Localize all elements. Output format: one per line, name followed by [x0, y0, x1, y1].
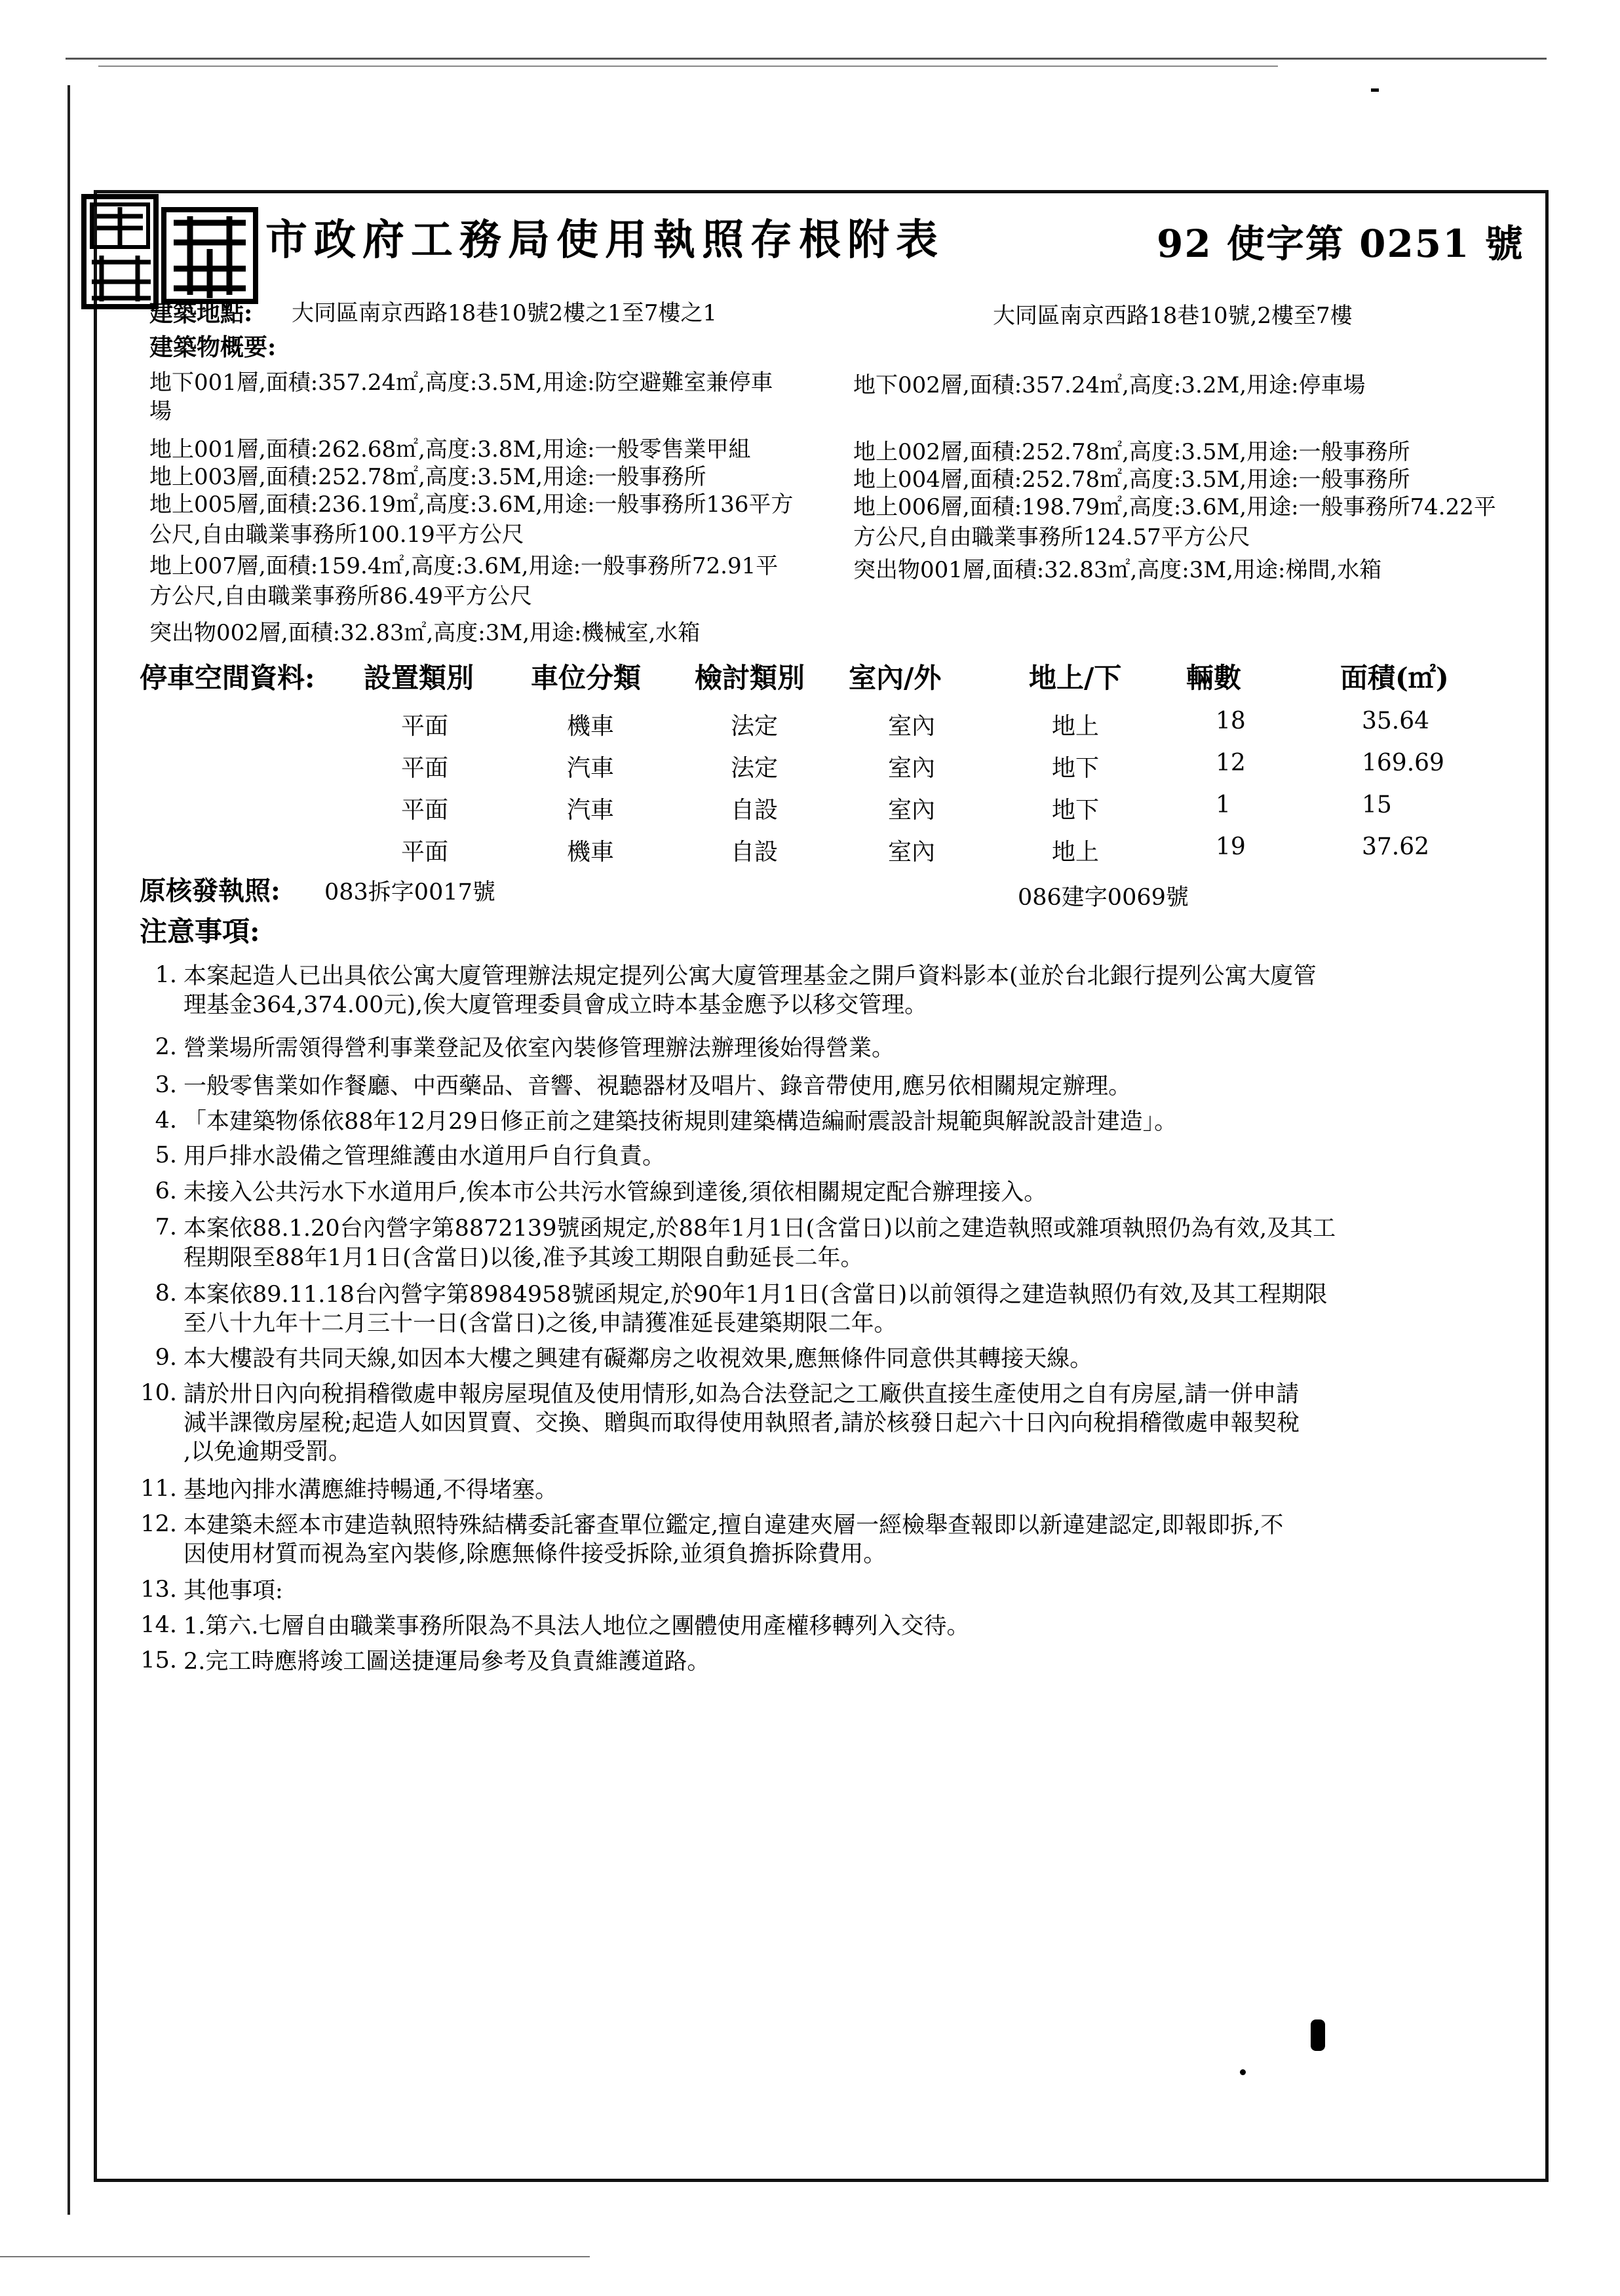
permit-number: 92 使字第 0251 號: [1157, 221, 1524, 266]
parking-cell: 15: [1362, 792, 1392, 818]
floor-item: 公尺,自由職業事務所100.19平方公尺: [149, 522, 524, 548]
note-line: 1.第六.七層自由職業事務所限為不具法人地位之團體使用產權移轉列入交待。: [183, 1613, 970, 1639]
note-number: 8.: [155, 1280, 177, 1307]
parking-header: 檢討類別: [695, 662, 805, 694]
note-line: 因使用材質而視為室內裝修,除應無條件接受拆除,並須負擔拆除費用。: [183, 1541, 887, 1567]
parking-cell: 汽車: [567, 797, 615, 824]
parking-cell: 1: [1216, 792, 1231, 818]
parking-cell: 機車: [567, 713, 615, 740]
address-main: 大同區南京西路18巷10號2樓之1至7樓之1: [292, 300, 718, 326]
parking-label: 停車空間資料:: [140, 662, 315, 694]
note-line: 本大樓設有共同天線,如因本大樓之興建有礙鄰房之收視效果,應無條件同意供其轉接天線。: [183, 1346, 1093, 1372]
parking-header: 設置類別: [364, 662, 474, 694]
scan-edge-line: [98, 66, 1278, 67]
parking-cell: 18: [1216, 708, 1246, 735]
note-line: 2.完工時應將竣工圖送捷運局參考及負責維護道路。: [183, 1649, 710, 1675]
parking-cell: 地下: [1052, 755, 1100, 782]
note-number: 3.: [155, 1072, 177, 1098]
parking-cell: 法定: [731, 713, 779, 740]
note-line: 基地內排水溝應維持暢通,不得堵塞。: [183, 1477, 558, 1503]
note-number: 4.: [155, 1107, 177, 1134]
floor-item: 地上005層,面積:236.19㎡,高度:3.6M,用途:一般事務所136平方: [149, 491, 794, 518]
floor-item: 突出物002層,面積:32.83㎡,高度:3M,用途:機械室,水箱: [149, 620, 701, 646]
parking-cell: 機車: [567, 839, 615, 866]
parking-cell: 地上: [1052, 839, 1100, 866]
note-number: 10.: [140, 1380, 177, 1406]
parking-cell: 自設: [731, 797, 779, 824]
note-line: 本案起造人已出具依公寓大廈管理辦法規定提列公寓大廈管理基金之開戶資料影本(並於台北銀行提列公寓大廈管: [183, 963, 1317, 989]
scan-edge-line: [0, 2256, 590, 2257]
floor-item: 地上004層,面積:252.78㎡,高度:3.5M,用途:一般事務所: [853, 467, 1410, 493]
floor-item: 地上001層,面積:262.68㎡,高度:3.8M,用途:一般零售業甲組: [149, 436, 751, 463]
floor-item: 場: [149, 398, 172, 425]
parking-cell: 室內: [888, 755, 936, 782]
address-alt: 大同區南京西路18巷10號,2樓至7樓: [993, 303, 1353, 329]
floor-item: 地上003層,面積:252.78㎡,高度:3.5M,用途:一般事務所: [149, 464, 706, 490]
note-line: 本案依89.11.18台內營字第8984958號函規定,於90年1月1日(含當日)以前領得之建造執照仍有效,及其工程期限: [183, 1282, 1328, 1308]
floor-item: 方公尺,自由職業事務所86.49平方公尺: [149, 583, 533, 609]
floor-item: 方公尺,自由職業事務所124.57平方公尺: [853, 524, 1250, 550]
floor-item: 地下001層,面積:357.24㎡,高度:3.5M,用途:防空避難室兼停車: [149, 370, 773, 396]
parking-header: 面積(㎡): [1340, 662, 1449, 694]
note-number: 2.: [155, 1034, 177, 1060]
original-permit-no1: 083拆字0017號: [324, 879, 495, 906]
floor-item: 地上006層,面積:198.79㎡,高度:3.6M,用途:一般事務所74.22平: [853, 494, 1496, 520]
floor-item: 地下002層,面積:357.24㎡,高度:3.2M,用途:停車場: [853, 372, 1366, 398]
parking-cell: 19: [1216, 833, 1246, 860]
note-number: 1.: [155, 962, 177, 988]
parking-cell: 室內: [888, 713, 936, 740]
notes-label: 注意事項:: [140, 915, 260, 947]
note-line: 未接入公共污水下水道用戶,俟本市公共污水管線到達後,須依相關規定配合辦理接入。: [183, 1179, 1047, 1206]
note-line: 本建築未經本市建造執照特殊結構委託審查單位鑑定,擅自違建夾層一經檢舉查報即以新違建認定,即報即拆,不: [183, 1512, 1284, 1539]
note-number: 13.: [140, 1577, 177, 1603]
note-line: 本案依88.1.20台內營字第8872139號函規定,於88年1月1日(含當日)以前之建造執照或雜項執照仍為有效,及其工: [183, 1215, 1336, 1242]
parking-cell: 12: [1216, 750, 1246, 776]
parking-header: 室內/外: [849, 662, 942, 694]
address-label: 建築地點:: [149, 299, 253, 327]
scan-edge-line: [66, 58, 1547, 60]
ink-mark: [1371, 88, 1379, 92]
parking-cell: 汽車: [567, 755, 615, 782]
note-number: 5.: [155, 1142, 177, 1168]
document-title: 市政府工務局使用執照存根附表: [265, 216, 944, 265]
note-number: 15.: [140, 1647, 177, 1674]
scan-left-edge: [68, 85, 70, 2215]
parking-cell: 35.64: [1362, 708, 1430, 735]
seal-stamp: [72, 190, 262, 311]
original-permit-label: 原核發執照:: [140, 875, 280, 906]
parking-cell: 平面: [401, 755, 449, 782]
note-number: 7.: [155, 1214, 177, 1240]
note-number: 11.: [140, 1476, 177, 1502]
note-line: 一般零售業如作餐廳、中西藥品、音響、視聽器材及唱片、錄音帶使用,應另依相關規定辦理。: [183, 1073, 1132, 1100]
note-line: 其他事項:: [183, 1578, 283, 1604]
parking-cell: 地下: [1052, 797, 1100, 824]
note-line: 理基金364,374.00元),俟大廈管理委員會成立時本基金應予以移交管理。: [183, 992, 928, 1018]
note-number: 12.: [140, 1511, 177, 1537]
parking-cell: 室內: [888, 797, 936, 824]
parking-cell: 平面: [401, 797, 449, 824]
note-line: 至八十九年十二月三十一日(含當日)之後,申請獲准延長建築期限二年。: [183, 1311, 897, 1337]
original-permit-no2: 086建字0069號: [1018, 885, 1189, 911]
note-line: 程期限至88年1月1日(含當日)以後,准予其竣工期限自動延長二年。: [183, 1245, 864, 1271]
note-line: 用戶排水設備之管理維護由水道用戶自行負責。: [183, 1143, 666, 1170]
parking-header: 車位分類: [531, 662, 642, 694]
floor-item: 地上002層,面積:252.78㎡,高度:3.5M,用途:一般事務所: [853, 439, 1410, 465]
note-line: 請於卅日內向稅捐稽徵處申報房屋現值及使用情形,如為合法登記之工廠供直接生產使用之自有房屋,請一併申請: [183, 1381, 1300, 1407]
parking-header: 輛數: [1186, 662, 1242, 694]
parking-cell: 37.62: [1362, 833, 1430, 860]
note-line: 「本建築物係依88年12月29日修正前之建築技術規則建築構造編耐震設計規範與解說設計建造」。: [183, 1109, 1178, 1135]
ink-mark: [1240, 2069, 1246, 2075]
parking-cell: 平面: [401, 839, 449, 866]
note-number: 14.: [140, 1612, 177, 1638]
parking-cell: 地上: [1052, 713, 1100, 740]
parking-cell: 法定: [731, 755, 779, 782]
floor-item: 地上007層,面積:159.4㎡,高度:3.6M,用途:一般事務所72.91平: [149, 553, 779, 579]
note-line: 減半課徵房屋稅;起造人如因買賣、交換、贈與而取得使用執照者,請於核發日起六十日內向稅捐稽徵處申報契稅: [183, 1410, 1300, 1436]
floor-item: 突出物001層,面積:32.83㎡,高度:3M,用途:梯間,水箱: [853, 557, 1382, 583]
overview-label: 建築物概要:: [149, 334, 277, 361]
parking-cell: 169.69: [1362, 750, 1444, 776]
note-line: ,以免逾期受罰。: [183, 1439, 352, 1465]
note-line: 營業場所需領得營利事業登記及依室內裝修管理辦法辦理後始得營業。: [183, 1035, 895, 1062]
parking-cell: 平面: [401, 713, 449, 740]
ink-mark: [1311, 2019, 1325, 2051]
note-number: 9.: [155, 1345, 177, 1371]
parking-cell: 自設: [731, 839, 779, 866]
parking-header: 地上/下: [1029, 662, 1122, 694]
parking-cell: 室內: [888, 839, 936, 866]
note-number: 6.: [155, 1178, 177, 1204]
